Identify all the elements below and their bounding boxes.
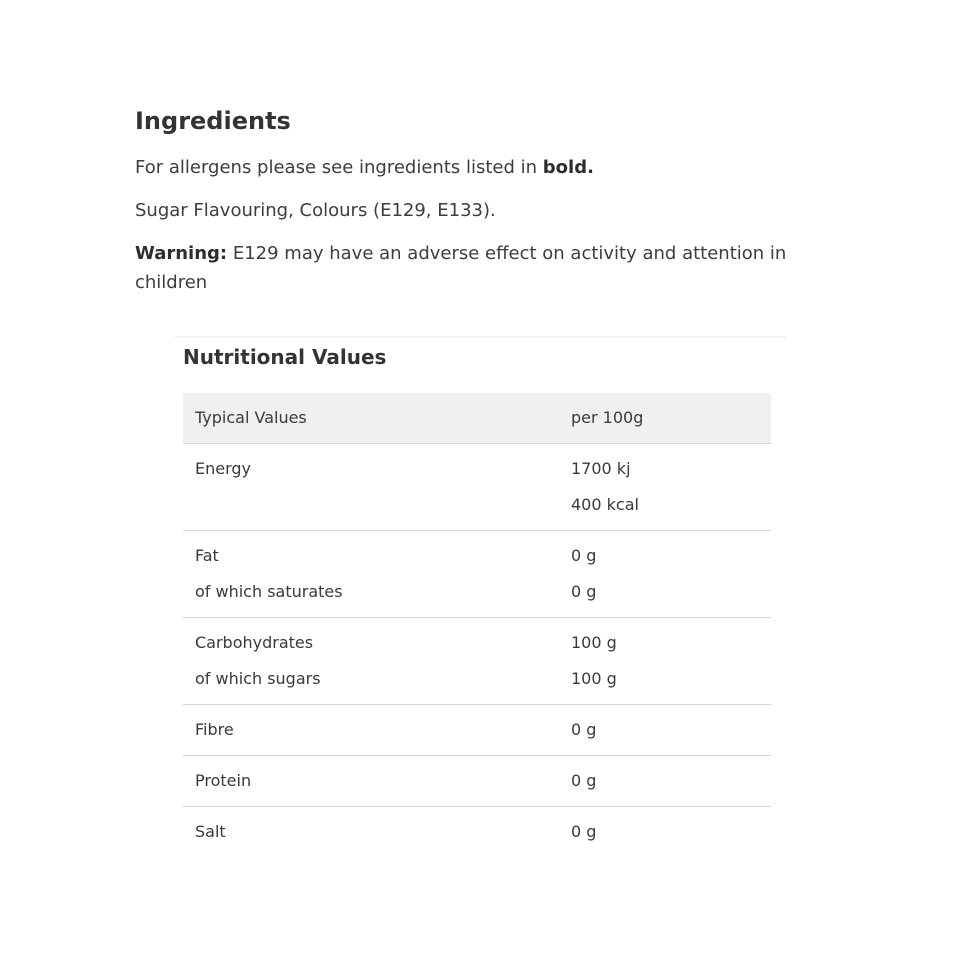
table-row [183, 617, 771, 704]
nutrient-value: 0 g [571, 719, 597, 739]
header-typical-values: Typical Values [183, 393, 571, 443]
nutrition-table [183, 393, 771, 857]
warning-label: Warning: [135, 243, 228, 264]
ingredients-list: Sugar Flavouring, Colours (E129, E133). [135, 200, 496, 221]
table-row [183, 443, 771, 530]
allergen-note-bold: bold. [542, 157, 594, 178]
nutrient-label-cell [183, 443, 571, 530]
nutrient-label: of which sugars [195, 668, 321, 688]
nutrient-label: Energy [195, 458, 252, 478]
nutrient-value-cell [571, 704, 771, 755]
nutrient-value: 0 g [571, 821, 597, 841]
nutrition-title: Nutritional Values [183, 345, 387, 369]
nutrient-label: Salt [195, 821, 226, 841]
nutrient-label [195, 493, 571, 517]
table-row [183, 755, 771, 806]
table-row [183, 806, 771, 857]
nutrient-value: 100 g [571, 632, 617, 652]
nutrient-value-cell [571, 755, 771, 806]
nutrient-label: Fat [195, 545, 219, 565]
nutrient-label-cell [183, 755, 571, 806]
nutrient-value: 0 g [571, 545, 597, 565]
warning-note [135, 239, 835, 297]
nutrient-value: 400 kcal [571, 494, 639, 514]
nutrient-label: of which saturates [195, 581, 343, 601]
nutrient-value-cell [571, 443, 771, 530]
nutrition-table-body [183, 443, 771, 857]
nutrient-label: Carbohydrates [195, 632, 314, 652]
nutrient-label: Fibre [195, 719, 234, 739]
nutrient-label-cell [183, 530, 571, 617]
nutrient-value-cell [571, 530, 771, 617]
table-header-row [183, 393, 771, 443]
ingredients-section [135, 104, 835, 297]
table-row [183, 704, 771, 755]
nutrient-value: 1700 kj [571, 458, 631, 478]
ingredients-title: Ingredients [135, 107, 291, 135]
header-per-100g: per 100g [571, 393, 771, 443]
nutrient-value: 0 g [571, 581, 597, 601]
nutrient-value-cell [571, 617, 771, 704]
nutrient-label-cell [183, 704, 571, 755]
nutrient-label: Protein [195, 770, 252, 790]
allergen-note-text: For allergens please see ingredients listed in [135, 157, 543, 178]
warning-text: E129 may have an adverse effect on activity and attention in children [135, 243, 787, 293]
nutrient-label-cell [183, 806, 571, 857]
nutrient-value: 0 g [571, 770, 597, 790]
nutrient-label-cell [183, 617, 571, 704]
table-row [183, 530, 771, 617]
nutrition-panel [175, 336, 786, 858]
nutrient-value-cell [571, 806, 771, 857]
nutrient-value: 100 g [571, 668, 617, 688]
allergen-note [135, 153, 835, 182]
